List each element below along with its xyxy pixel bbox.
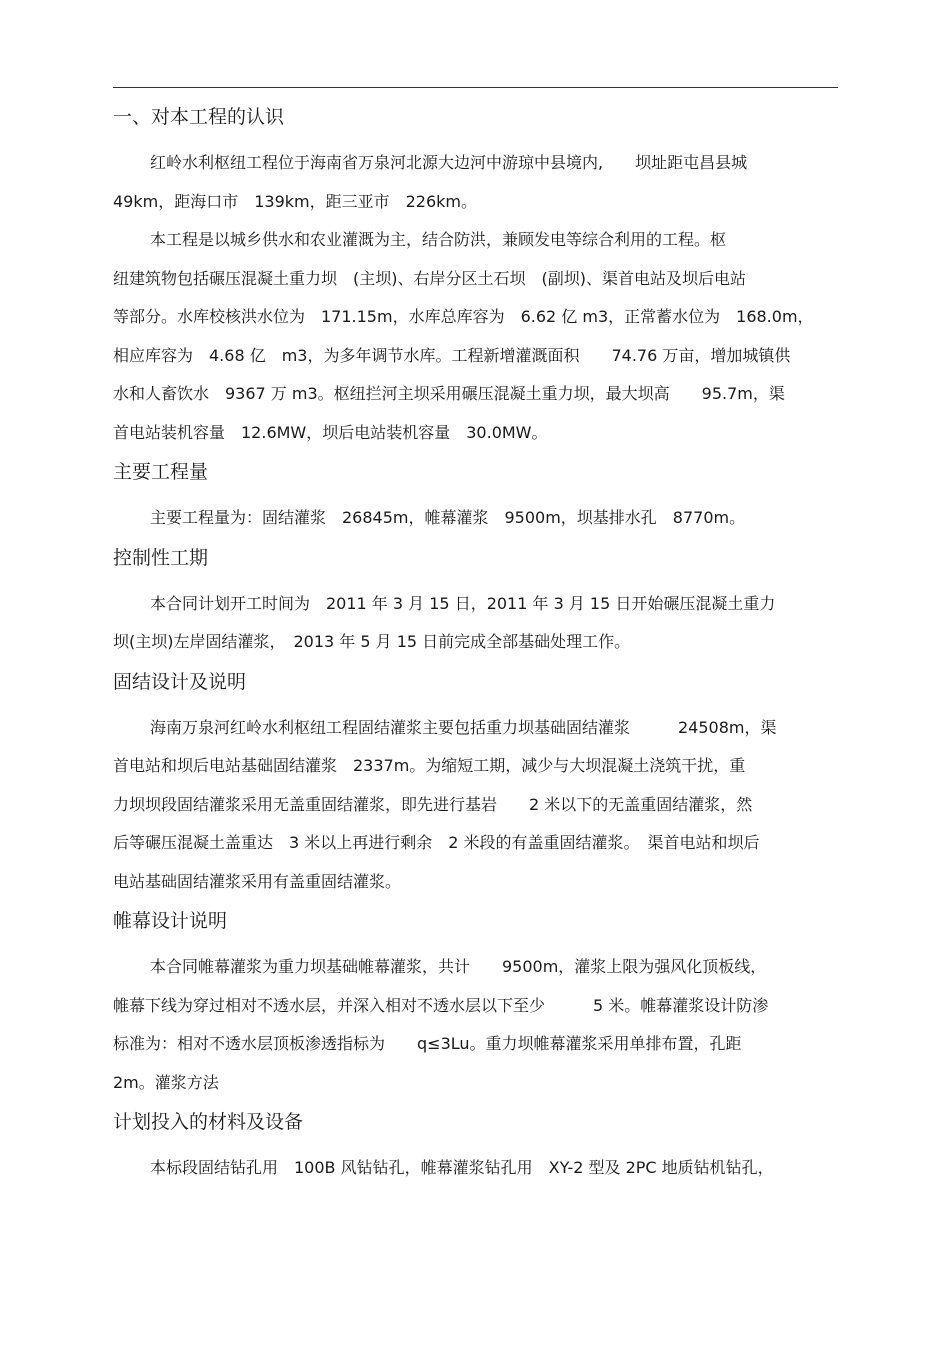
section-heading: 主要工程量 bbox=[113, 461, 209, 483]
paragraph bbox=[113, 709, 838, 902]
text-line: 海南万泉河红岭水利枢纽工程固结灌浆主要包括重力坝基础固结灌浆 24508m，渠 bbox=[150, 717, 777, 737]
paragraph bbox=[113, 499, 838, 538]
document-body bbox=[113, 103, 838, 1188]
text-line: 水和人畜饮水 9367 万 m3。枢纽拦河主坝采用碾压混凝土重力坝，最大坝高 95.7m，渠 bbox=[113, 384, 785, 403]
text-line: 力坝坝段固结灌浆采用无盖重固结灌浆，即先进行基岩 2 米以下的无盖重固结灌浆，然 bbox=[113, 794, 753, 814]
text-line: 本合同帷幕灌浆为重力坝基础帷幕灌浆，共计 9500m，灌浆上限为强风化顶板线， bbox=[150, 957, 767, 976]
text-line: 纽建筑物包括碾压混凝土重力坝 (主坝)、右岸分区土石坝 (副坝)、渠首电站及坝后电站 bbox=[113, 268, 746, 288]
section-heading: 固结设计及说明 bbox=[113, 670, 247, 693]
text-line: 标准为：相对不透水层顶板渗透指标为 q≤3Lu。重力坝帷幕灌浆采用单排布置，孔距 bbox=[113, 1034, 742, 1053]
paragraph bbox=[113, 585, 838, 662]
paragraph bbox=[113, 144, 838, 221]
paragraph bbox=[113, 948, 838, 1102]
text-line: 2m。灌浆方法 bbox=[113, 1072, 219, 1092]
paragraph bbox=[113, 1149, 838, 1188]
section-heading: 计划投入的材料及设备 bbox=[113, 1111, 304, 1133]
text-line: 红岭水利枢纽工程位于海南省万泉河北源大边河中游琼中县境内, 坝址距屯昌县城 bbox=[150, 153, 748, 172]
text-line: 帷幕下线为穿过相对不透水层，并深入相对不透水层以下至少 5 米。帷幕灌浆设计防渗 bbox=[113, 995, 769, 1015]
text-line: 主要工程量为：固结灌浆 26845m，帷幕灌浆 9500m，坝基排水孔 8770m。 bbox=[150, 508, 746, 527]
text-line: 坝(主坝)左岸固结灌浆， 2013 年 5 月 15 日前完成全部基础处理工作。 bbox=[113, 632, 631, 651]
text-line: 等部分。水库校核洪水位为 171.15m，水库总库容为 6.62 亿 m3，正常蓄水位为 168.0m， bbox=[113, 307, 814, 326]
header-rule bbox=[113, 87, 838, 88]
text-line: 首电站装机容量 12.6MW，坝后电站装机容量 30.0MW。 bbox=[113, 422, 548, 442]
text-line: 相应库容为 4.68 亿 m3，为多年调节水库。工程新增灌溉面积 74.76 万亩，增加城镇供 bbox=[113, 345, 791, 365]
section-heading: 帷幕设计说明 bbox=[113, 910, 228, 932]
text-line: 电站基础固结灌浆采用有盖重固结灌浆。 bbox=[113, 871, 402, 891]
text-line: 后等碾压混凝土盖重达 3 米以上再进行剩余 2 米段的有盖重固结灌浆。 渠首电站和坝后 bbox=[113, 833, 760, 852]
text-line: 本工程是以城乡供水和农业灌溉为主，结合防洪，兼顾发电等综合利用的工程。枢 bbox=[150, 230, 727, 249]
section-heading: 控制性工期 bbox=[113, 546, 209, 569]
text-line: 本标段固结钻孔用 100B 风钻钻孔，帷幕灌浆钻孔用 XY-2 型及 2PC 地质钻机钻孔， bbox=[150, 1158, 774, 1177]
paragraph bbox=[113, 221, 838, 452]
text-line: 首电站和坝后电站基础固结灌浆 2337m。为缩短工期，减少与大坝混凝土浇筑干扰，重 bbox=[113, 756, 746, 775]
section-heading: 一、对本工程的认识 bbox=[113, 106, 285, 128]
text-line: 49km，距海口市 139km，距三亚市 226km。 bbox=[113, 191, 477, 211]
text-line: 本合同计划开工时间为 2011 年 3 月 15 日，2011 年 3 月 15 日开始碾压混凝土重力 bbox=[150, 593, 776, 613]
